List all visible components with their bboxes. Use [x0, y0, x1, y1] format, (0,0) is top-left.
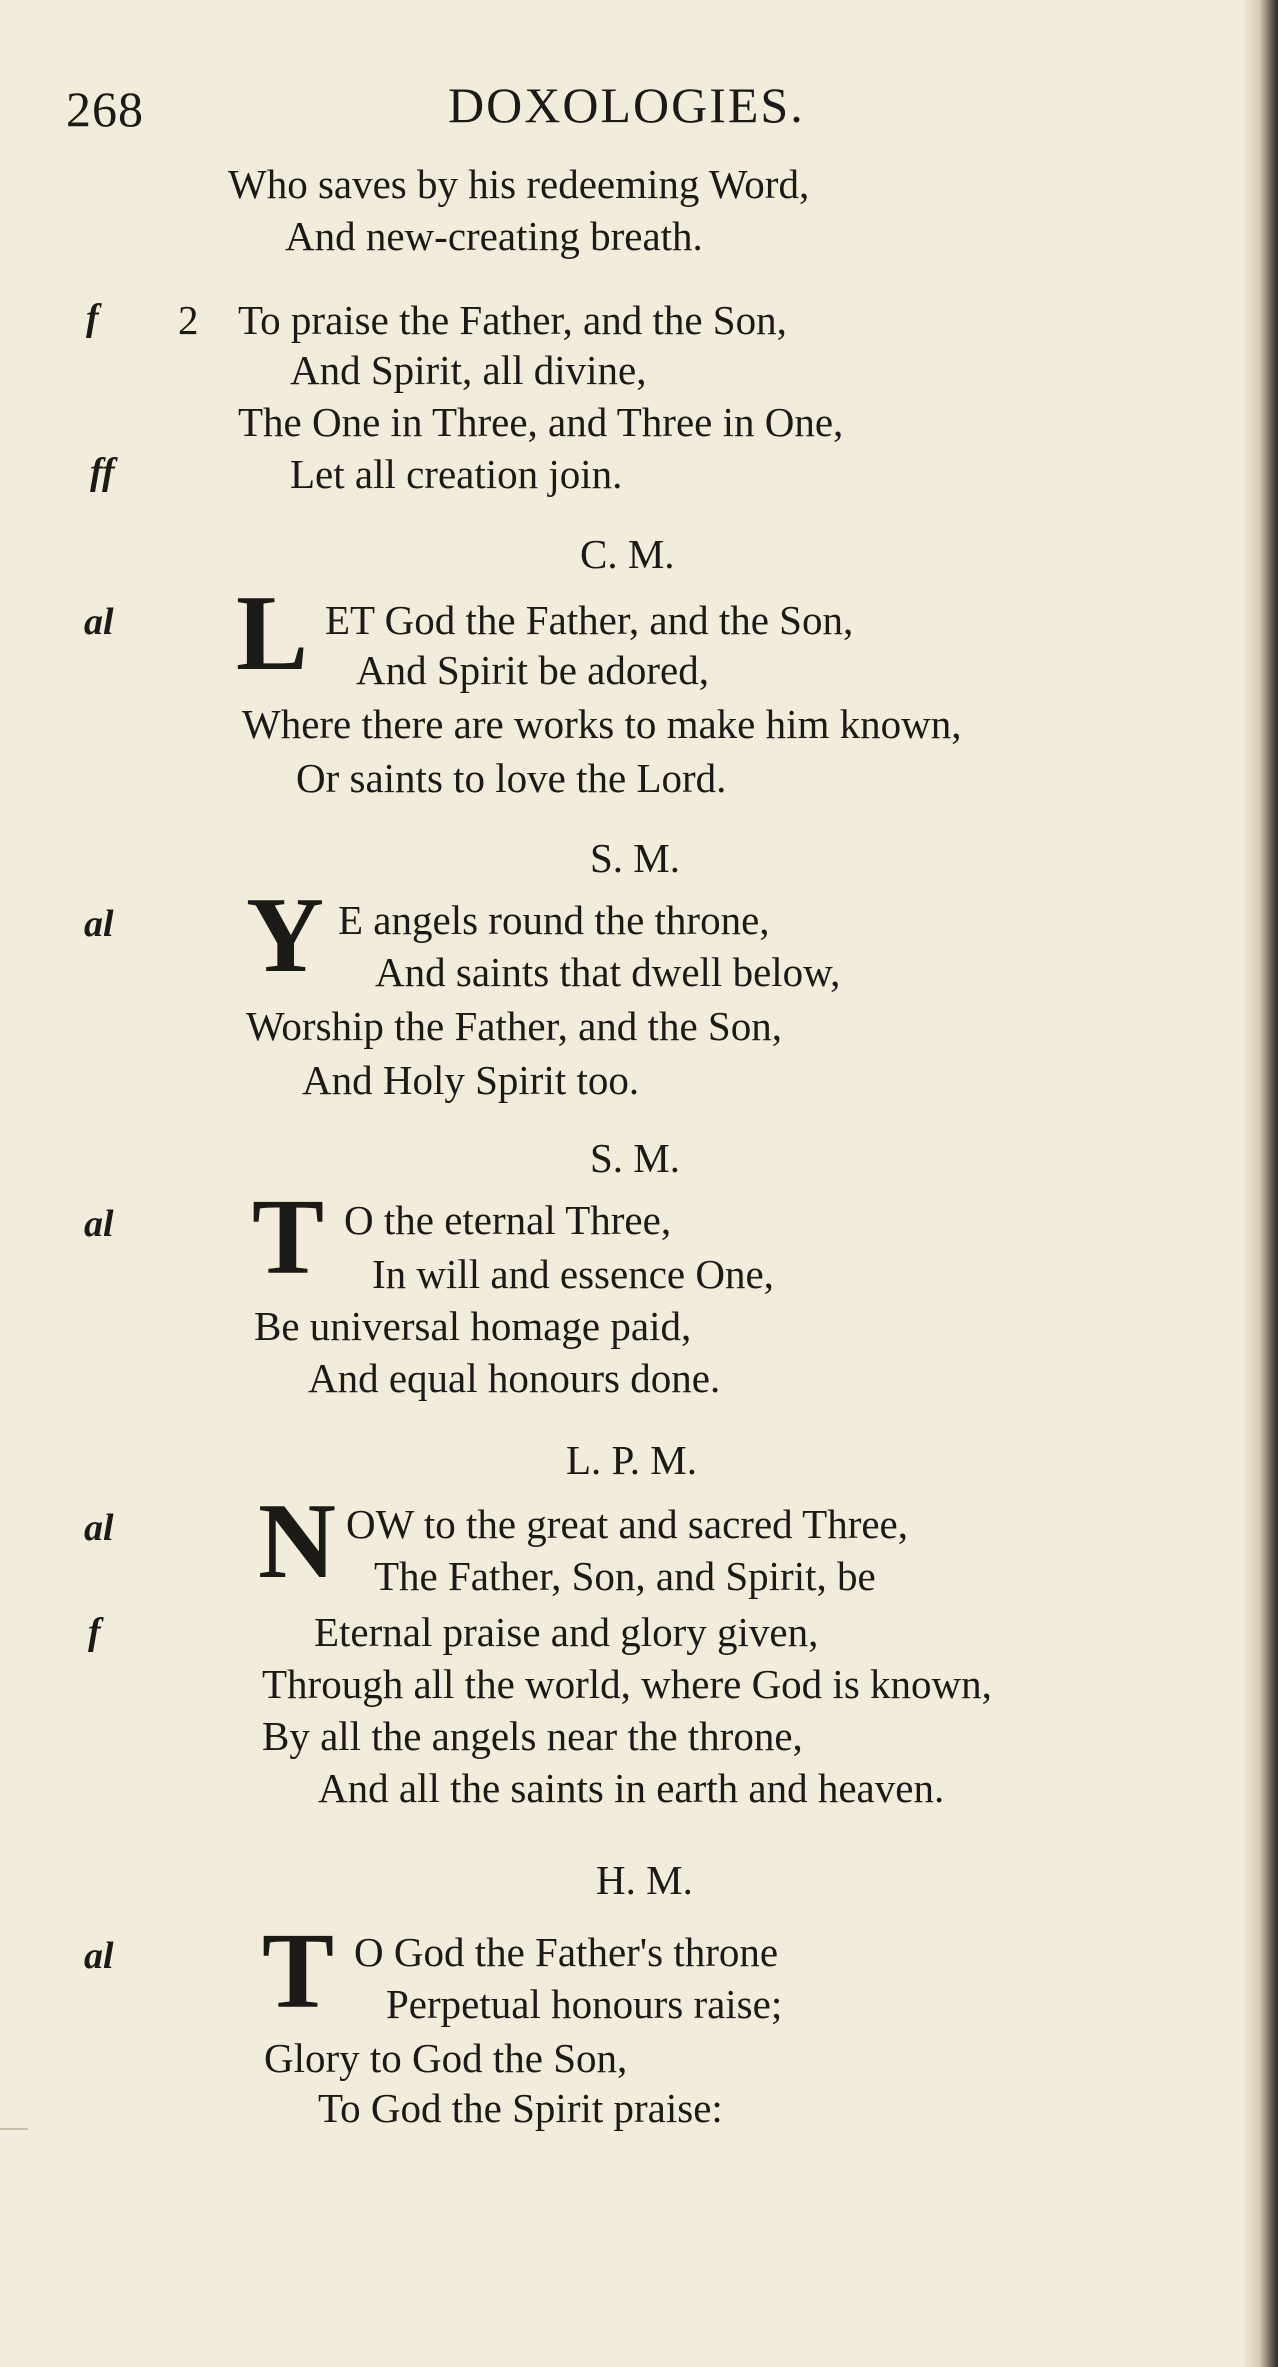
dynamic-marking: al: [84, 1507, 114, 1549]
dynamic-marking: al: [84, 1935, 114, 1977]
hymn-line: Who saves by his redeeming Word,: [228, 161, 810, 207]
hymn-line: The Father, Son, and Spirit, be: [374, 1553, 876, 1599]
hymn-line: To praise the Father, and the Son,: [238, 297, 787, 343]
drop-cap: T: [262, 1912, 335, 2031]
dynamic-marking: al: [84, 601, 114, 643]
dynamic-marking: f: [86, 297, 99, 339]
book-spine-shadow: [1244, 0, 1278, 2367]
meter-heading: H. M.: [596, 1857, 693, 1903]
hymn-line: OW to the great and sacred Three,: [346, 1501, 908, 1547]
hymn-line: Perpetual honours raise;: [386, 1981, 783, 2027]
hymn-line: Through all the world, where God is known,: [262, 1661, 992, 1707]
stanza-number: 2: [178, 297, 199, 343]
hymn-line: The One in Three, and Three in One,: [238, 399, 844, 445]
meter-heading: C. M.: [580, 531, 675, 577]
dynamic-marking: al: [84, 903, 114, 945]
hymn-line: Worship the Father, and the Son,: [246, 1003, 782, 1049]
drop-cap: T: [252, 1178, 325, 1297]
hymn-line: Be universal homage paid,: [254, 1303, 692, 1349]
meter-heading: S. M.: [590, 835, 681, 881]
hymn-line: And saints that dwell below,: [375, 949, 841, 995]
dynamic-marking: al: [84, 1203, 114, 1245]
hymn-line: And all the saints in earth and heaven.: [318, 1765, 945, 1811]
page-title: DOXOLOGIES.: [448, 77, 805, 133]
hymn-line: O the eternal Three,: [344, 1197, 672, 1243]
hymn-line: And equal honours done.: [308, 1355, 721, 1401]
hymn-line: ET God the Father, and the Son,: [325, 597, 854, 643]
hymn-line: And new-creating breath.: [285, 213, 703, 259]
hymn-line: To God the Spirit praise:: [318, 2085, 723, 2131]
hymn-line: E angels round the throne,: [338, 897, 770, 943]
hymn-line: In will and essence One,: [372, 1251, 774, 1297]
hymn-line: Let all creation join.: [290, 451, 623, 497]
hymn-line: O God the Father's throne: [354, 1929, 779, 1975]
hymn-line: And Spirit, all divine,: [290, 347, 647, 393]
meter-heading: L. P. M.: [566, 1437, 698, 1483]
hymn-line: And Holy Spirit too.: [302, 1057, 640, 1103]
hymn-line: Or saints to love the Lord.: [296, 755, 727, 801]
drop-cap: N: [258, 1482, 336, 1601]
hymn-line: Glory to God the Son,: [264, 2035, 628, 2081]
dynamic-marking: f: [88, 1611, 101, 1653]
margin-mark: [0, 2128, 28, 2130]
drop-cap: Y: [246, 876, 324, 995]
hymn-line: And Spirit be adored,: [356, 647, 709, 693]
hymn-line: By all the angels near the throne,: [262, 1713, 803, 1759]
drop-cap: L: [236, 574, 309, 693]
dynamic-marking: ff: [90, 451, 115, 493]
page-number: 268: [66, 81, 144, 137]
meter-heading: S. M.: [590, 1135, 681, 1181]
hymn-line: Eternal praise and glory given,: [314, 1609, 819, 1655]
hymn-line: Where there are works to make him known,: [242, 701, 962, 747]
